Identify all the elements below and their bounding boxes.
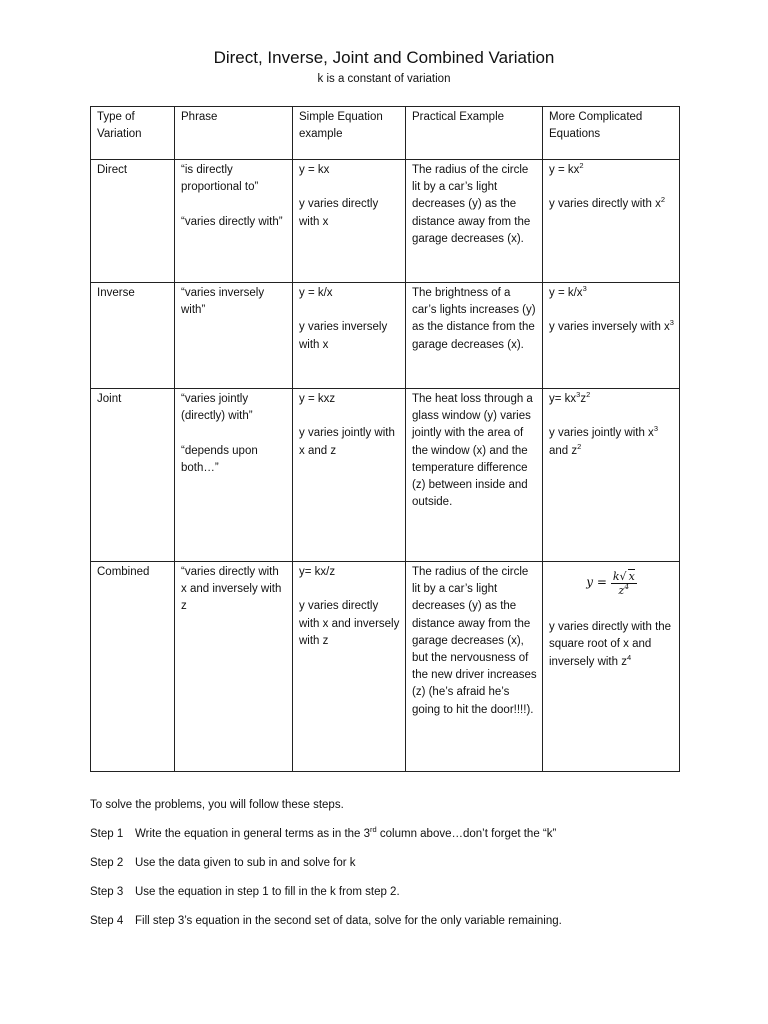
header-practical-example: Practical Example xyxy=(406,107,543,160)
formula-fraction xyxy=(611,570,637,597)
step-label: Step 2 xyxy=(90,857,124,869)
cell-practical-example xyxy=(406,160,543,283)
cell-phrase xyxy=(175,562,293,772)
simple-equation: y = k/x xyxy=(299,287,333,299)
header-simple-equation: Simple Equation example xyxy=(293,107,406,160)
cell-phrase xyxy=(175,283,293,389)
step-text: Use the equation in step 1 to fill in the k from step 2. xyxy=(135,886,400,898)
complicated-equation: $y= kx^3z^2$ xyxy=(549,390,591,405)
cell-phrase xyxy=(175,160,293,283)
step-item xyxy=(90,884,730,901)
cell-type xyxy=(91,160,175,283)
fraction-formula: y = $\frac{k√ x}{z^4}$ xyxy=(586,569,635,597)
row-type-label: Inverse xyxy=(97,287,135,299)
table-row xyxy=(91,389,680,562)
phrase-text: “varies directly with” xyxy=(181,215,283,228)
cell-complicated-equation xyxy=(543,283,680,389)
phrase-text: “varies inversely with” xyxy=(181,287,265,317)
complicated-equation: $y = kx^2$ xyxy=(549,161,584,176)
table-row xyxy=(91,283,680,389)
practical-text: The radius of the circle lit by a car’s light decreases (y) as the distance away from the garage decreases (x). xyxy=(412,164,531,245)
step-item xyxy=(90,913,730,930)
cell-type xyxy=(91,562,175,772)
step-item: Step 1 Write the equation in general terms as in the 3rd column above…don’t forget the “k” xyxy=(90,826,730,843)
complicated-description: y varies directly with $x^2$ xyxy=(549,195,666,211)
cell-complicated-equation xyxy=(543,562,680,772)
cell-phrase xyxy=(175,389,293,562)
cell-type xyxy=(91,389,175,562)
header-phrase: Phrase xyxy=(175,107,293,160)
cell-complicated-equation xyxy=(543,160,680,283)
cell-simple-equation xyxy=(293,160,406,283)
complicated-equation: $y = k/x^3$ xyxy=(549,284,587,299)
square-root-icon: √ xyxy=(619,569,627,583)
step-text: Fill step 3’s equation in the second set of data, solve for the only variable remaining. xyxy=(135,915,562,927)
complicated-description: y varies directly with the square root of x and inversely with $z^4$ xyxy=(549,621,672,668)
header-type: Type of Variation xyxy=(91,107,175,160)
variation-table xyxy=(90,106,680,772)
practical-text: The brightness of a car’s lights increases (y) as the distance from the garage decreases (x). xyxy=(412,287,536,351)
complicated-description: y varies jointly with $x^3$ and $z^2$ xyxy=(549,424,658,457)
phrase-text: “depends upon both…” xyxy=(181,444,258,474)
step-label: Step 3 xyxy=(90,886,124,898)
practical-text: The heat loss through a glass window (y) varies jointly with the area of the window (x) and the temperature difference (z) between inside and outside. xyxy=(412,393,533,509)
steps-section xyxy=(90,797,730,942)
formula-numerator: k√ x xyxy=(612,569,635,583)
step-text: Use the data given to sub in and solve for k xyxy=(135,857,356,869)
table-row xyxy=(91,160,680,283)
phrase-text: “varies jointly (directly) with” xyxy=(181,393,253,423)
row-type-label: Direct xyxy=(97,164,128,176)
table-row xyxy=(91,562,680,772)
phrase-text: “is directly proportional to” xyxy=(181,164,259,194)
cell-simple-equation xyxy=(293,562,406,772)
cell-type xyxy=(91,283,175,389)
step-label: Step 4 xyxy=(90,915,124,927)
cell-simple-equation xyxy=(293,389,406,562)
practical-text: The radius of the circle lit by a car’s light decreases (y) as the distance away from the garage decreases (x), but the nervousness of the new driver increases (z) (he’s afraid he’s going to hit the door!!!!). xyxy=(412,566,537,716)
step-item xyxy=(90,855,730,872)
simple-description: y varies jointly with x and z xyxy=(299,427,395,457)
row-type-label: Joint xyxy=(97,393,122,405)
simple-equation: y = kxz xyxy=(299,393,336,405)
formula-denominator: $z^4$ xyxy=(618,581,630,597)
complicated-description: y varies inversely with $x^3$ xyxy=(549,318,674,334)
table-header-row xyxy=(91,107,680,160)
simple-equation: y= kx/z xyxy=(299,566,336,578)
phrase-text: “varies directly with x and inversely with z xyxy=(181,566,282,613)
simple-description: y varies inversely with x xyxy=(299,321,388,351)
simple-description: y varies directly with x and inversely with z xyxy=(299,600,400,647)
page-title: Direct, Inverse, Joint and Combined Variation xyxy=(213,48,555,67)
simple-equation: y = kx xyxy=(299,164,330,176)
steps-intro: To solve the problems, you will follow these steps. xyxy=(90,799,344,811)
page-subtitle: k is a constant of variation xyxy=(317,73,451,85)
cell-practical-example xyxy=(406,562,543,772)
simple-description: y varies directly with x xyxy=(299,198,379,228)
row-type-label: Combined xyxy=(97,566,150,578)
cell-simple-equation xyxy=(293,283,406,389)
header-complicated-equations: More Complicated Equations xyxy=(543,107,680,160)
cell-practical-example xyxy=(406,283,543,389)
cell-complicated-equation xyxy=(543,389,680,562)
cell-practical-example xyxy=(406,389,543,562)
step-label: Step 1 xyxy=(90,828,124,840)
